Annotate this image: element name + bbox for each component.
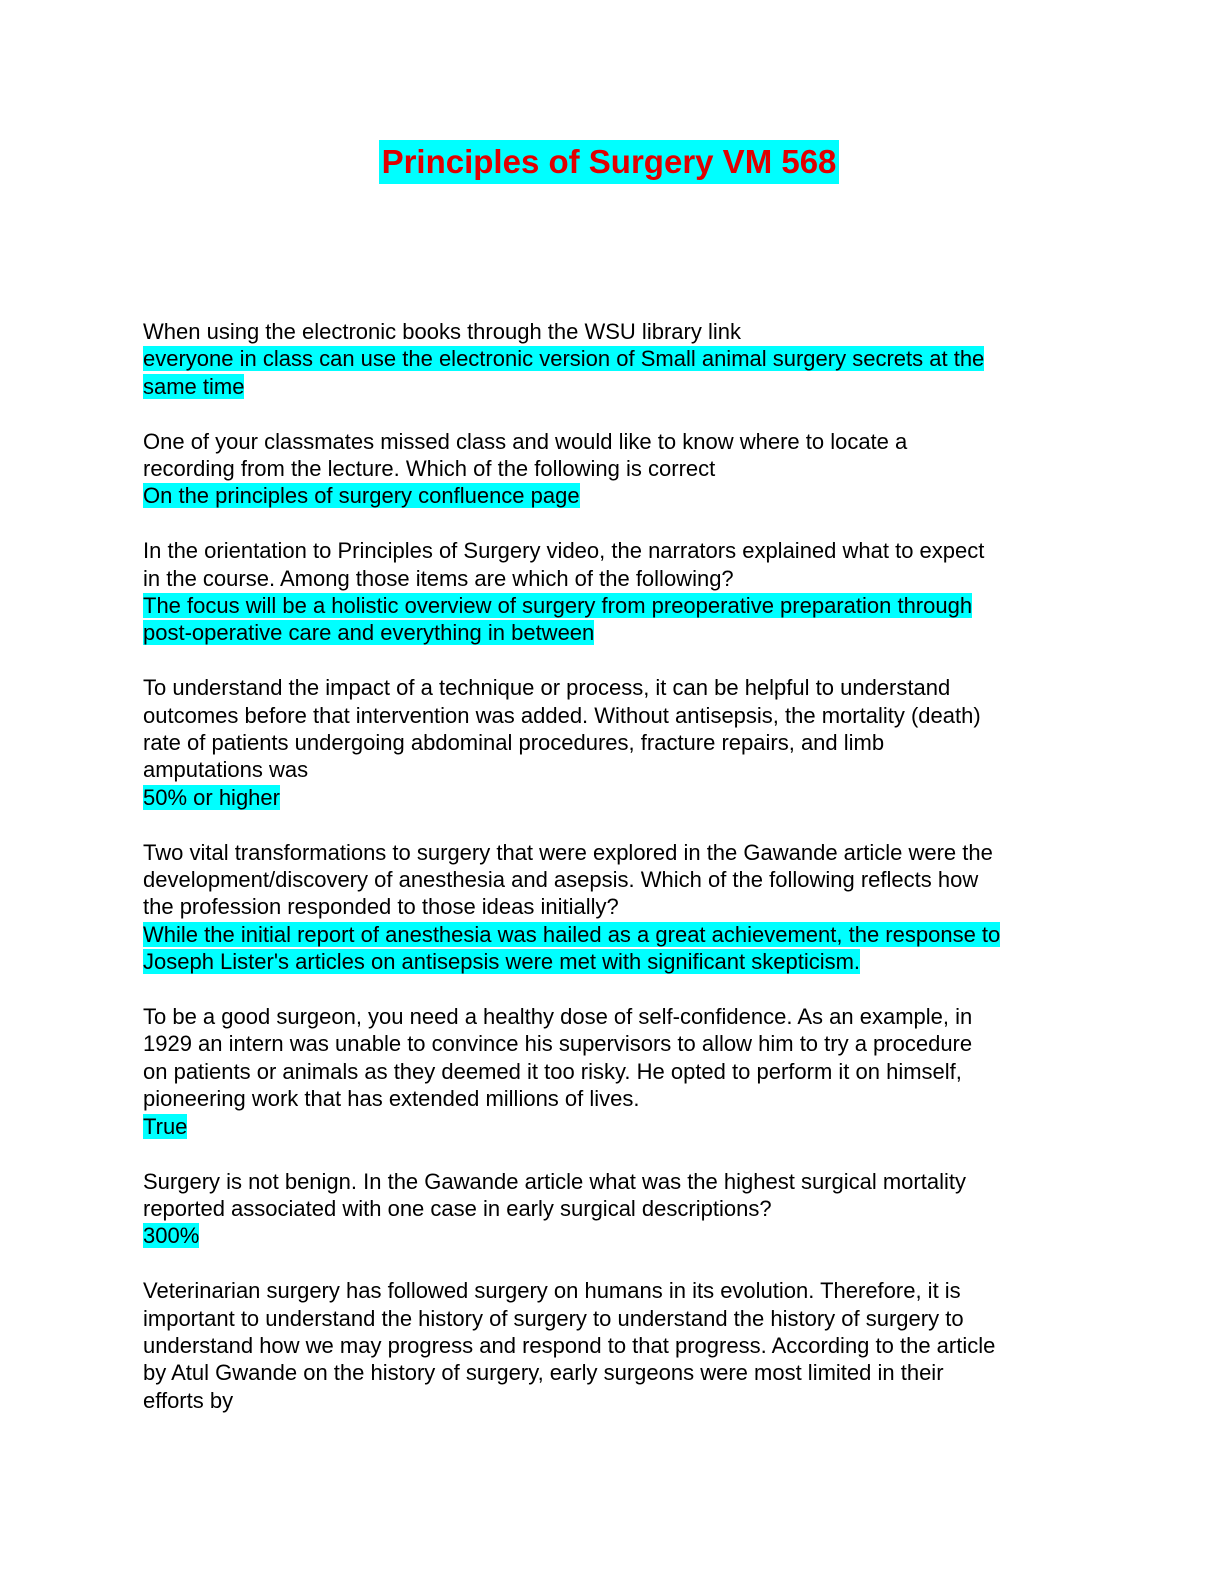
question-item-3 [143, 537, 1083, 647]
answer-highlight: everyone in class can use the electronic version of Small animal surgery secrets at the same time [143, 346, 985, 399]
question-text: To understand the impact of a technique or process, it can be helpful to understand outcomes before that intervention was added. Without antisepsis, the mortality (death) rate of patients undergoing abdominal procedures, fracture repairs, and limb amputations was [143, 675, 981, 783]
question-text: Veterinarian surgery has followed surgery on humans in its evolution. Therefore, it is important to understand the history of surgery to understand the history of surgery to understand how we may progress and respond to that progress. According to the article by Atul Gwande on the history of surgery, early surgeons were most limited in their efforts by [143, 1278, 996, 1413]
question-list [143, 318, 1083, 1442]
question-item-1 [143, 318, 1083, 400]
document-title: Principles of Surgery VM 568 [379, 140, 840, 184]
question-text: To be a good surgeon, you need a healthy dose of self-confidence. As an example, in 1929 an intern was unable to convince his supervisors to allow him to try a procedure on patients or animals as they deemed it too risky. He opted to perform it on himself, pioneering work that has extended millions of lives. [143, 1004, 973, 1112]
question-item-7 [143, 1168, 1083, 1250]
answer-highlight: True [143, 1113, 188, 1139]
question-item-6 [143, 1003, 1083, 1140]
question-text: Two vital transformations to surgery that were explored in the Gawande article were the development/discovery of anesthesia and asepsis. Which of the following reflects how the profession responded to those ideas initially? [143, 839, 993, 920]
question-text: Surgery is not benign. In the Gawande article what was the highest surgical mortality reported associated with one case in early surgical descriptions? [143, 1168, 966, 1221]
answer-text [143, 345, 1083, 400]
question-item-5 [143, 839, 1083, 976]
answer-highlight: While the initial report of anesthesia was hailed as a great achievement, the response to Joseph Lister's articles on antisepsis were met with significant skepticism. [143, 921, 1001, 975]
answer-text [143, 482, 1083, 509]
answer-text [143, 921, 1083, 976]
answer-text [143, 784, 1083, 811]
question-item-2 [143, 428, 1083, 510]
question-text: One of your classmates missed class and would like to know where to locate a recording from the lecture. Which of the following is correct [143, 428, 908, 482]
answer-text [143, 1222, 1083, 1249]
answer-highlight: 300% [143, 1223, 200, 1249]
question-text: In the orientation to Principles of Surgery video, the narrators explained what to expect in the course. Among those items are which of the following? [143, 538, 985, 591]
answer-text [143, 592, 1083, 647]
answer-highlight: On the principles of surgery confluence page [143, 483, 580, 509]
question-item-8 [143, 1277, 1083, 1414]
title-container [0, 140, 1224, 184]
answer-text [143, 1113, 1083, 1140]
question-text: When using the electronic books through the WSU library link [143, 319, 741, 344]
question-item-4 [143, 674, 1083, 811]
answer-highlight: 50% or higher [143, 784, 280, 810]
answer-highlight: The focus will be a holistic overview of surgery from preoperative preparation through post-operative care and everything in between [143, 593, 973, 646]
